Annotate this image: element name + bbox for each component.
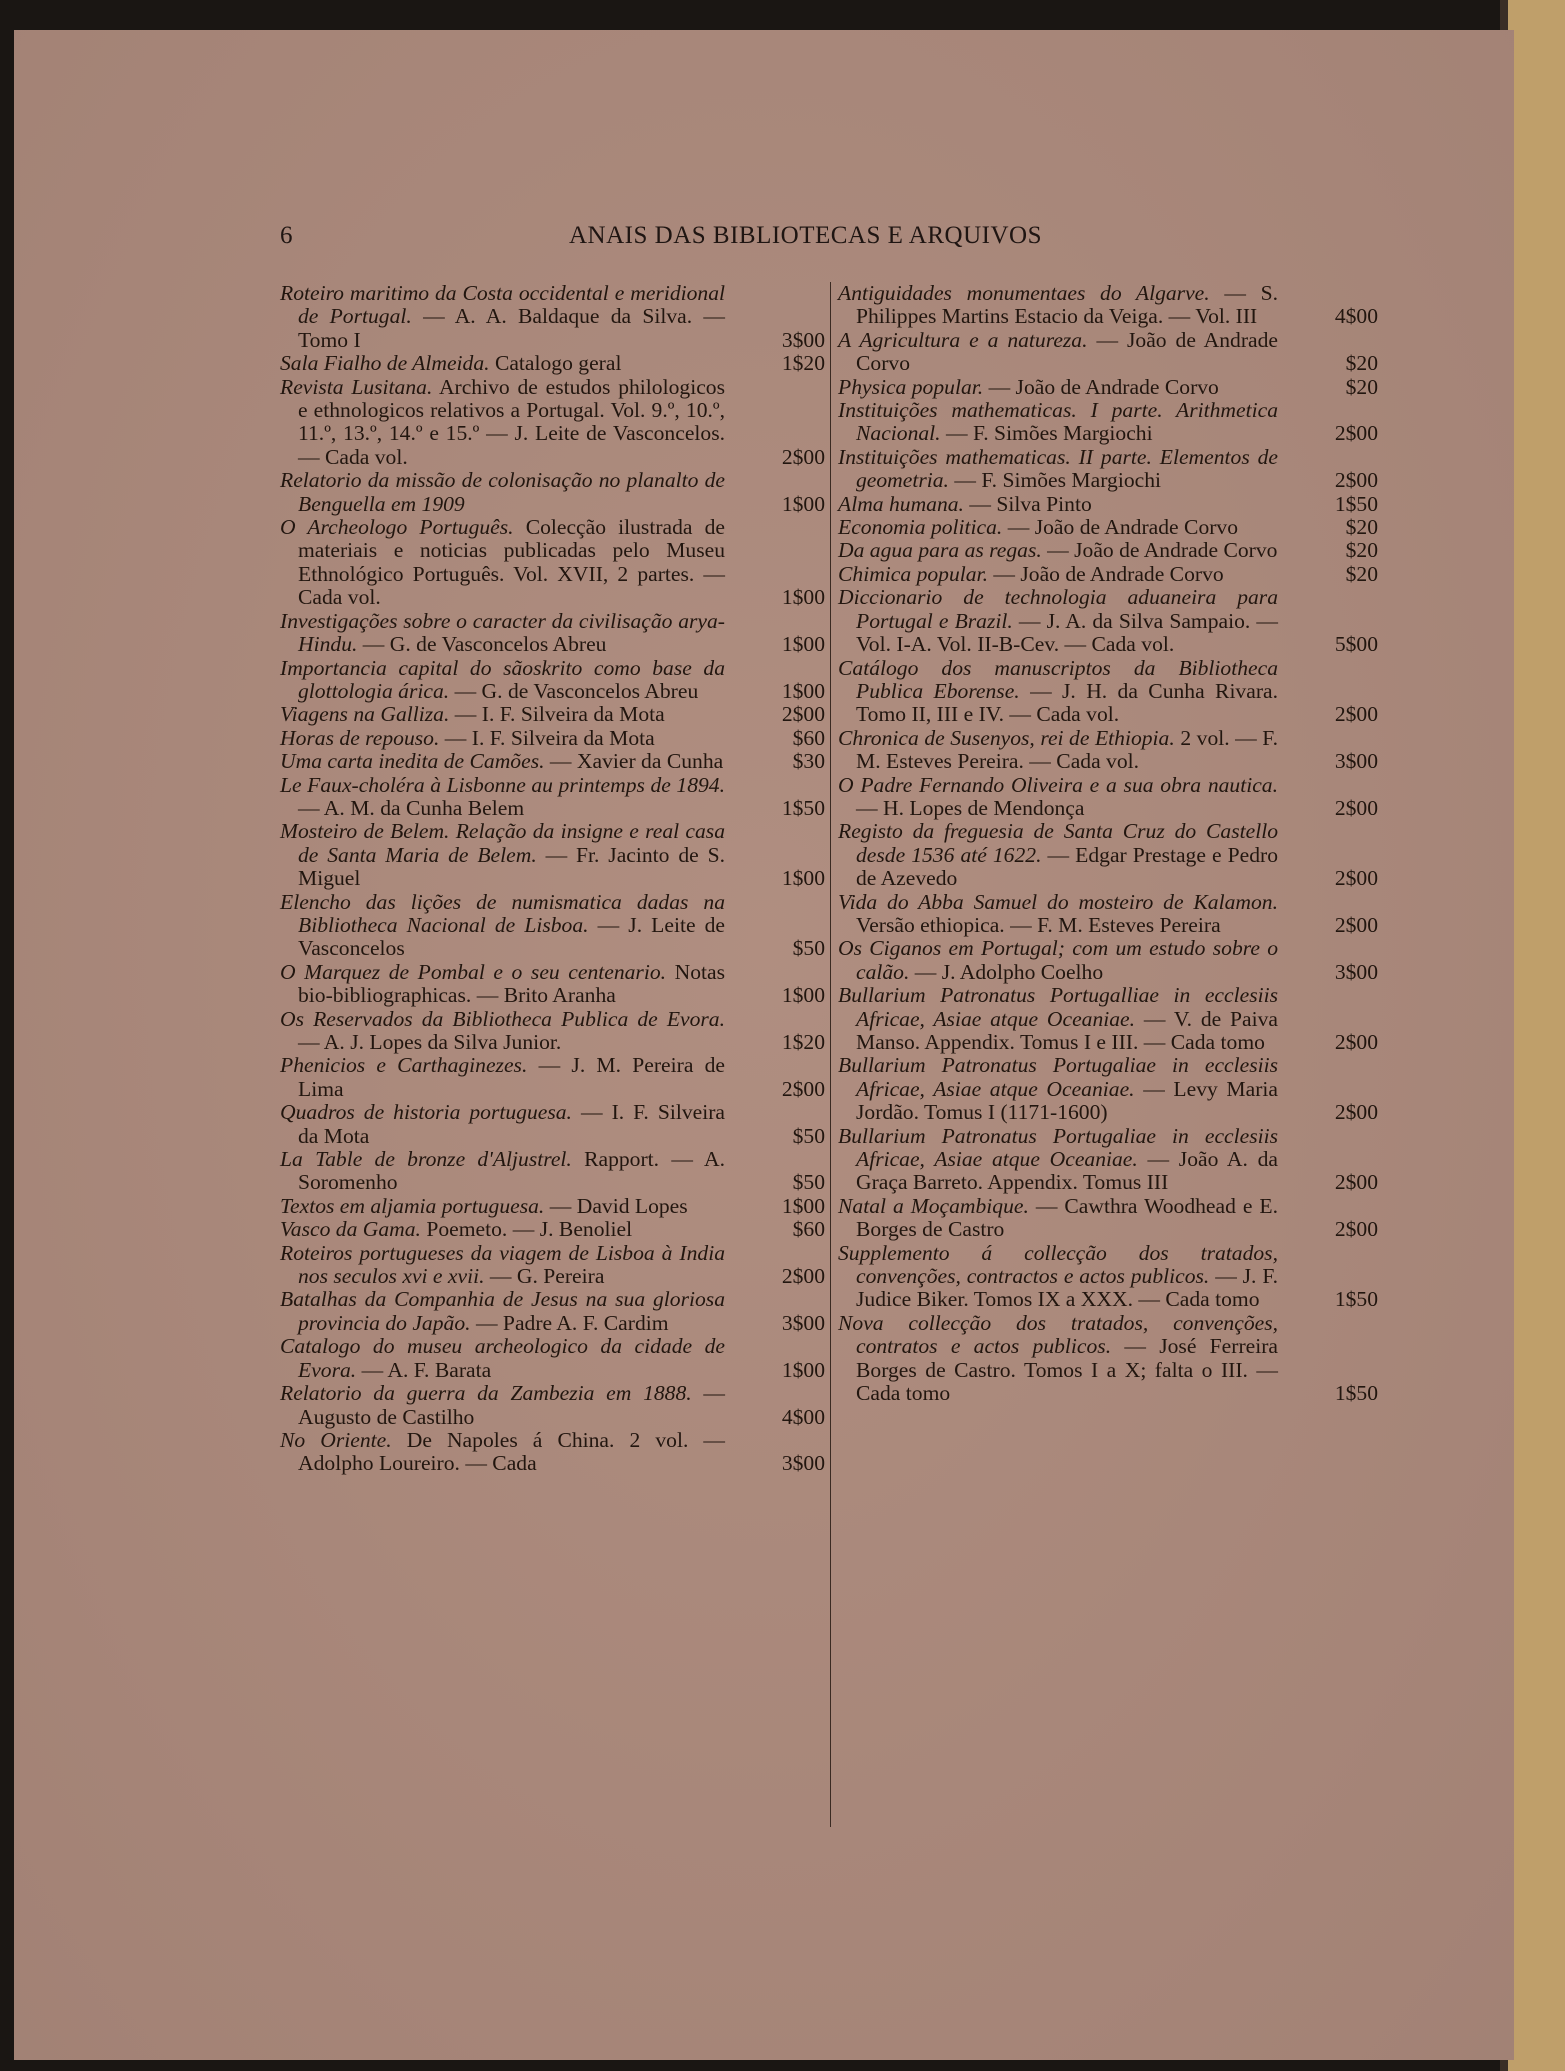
catalog-entry <box>838 282 1378 329</box>
entry-details: — Silva Pinto <box>969 491 1092 516</box>
catalog-entry <box>838 657 1378 727</box>
entry-price: 2$00 <box>1334 1170 1378 1195</box>
entry-details: — F. Simões Margiochi <box>945 421 1153 446</box>
entry-details: — João de Andrade Corvo <box>856 327 1279 376</box>
entry-title: Nova collecção dos tratados, convenções, contratos e actos publicos. <box>838 1310 1278 1359</box>
entry-text <box>838 516 1278 539</box>
entry-text <box>838 329 1278 376</box>
entry-price: 2$00 <box>1334 866 1378 891</box>
entry-title: Quadros de historia portuguesa. <box>280 1100 572 1125</box>
entry-text <box>838 1195 1278 1242</box>
right-column <box>838 282 1378 1406</box>
entry-price: 1$00 <box>781 585 825 610</box>
entry-text <box>838 891 1278 938</box>
catalog-entry <box>838 1312 1378 1406</box>
entry-text <box>280 961 725 1008</box>
entry-title: Catálogo dos manuscriptos da Bibliotheca Publica Eborense. <box>838 655 1278 703</box>
catalog-entry <box>280 961 825 1008</box>
entry-details: — A. F. Barata <box>361 1357 492 1382</box>
entry-price: $20 <box>1345 538 1378 563</box>
entry-title: Phenicios e Carthaginezes. <box>280 1053 528 1078</box>
entry-price: $50 <box>792 936 825 961</box>
entry-details: — Augusto de Castilho <box>298 1381 725 1429</box>
entry-details: Archivo de estudos philologicos e ethnologicos relativos a Portugal. Vol. 9.º, 10.º, 11.º, 13.º, 14.º e 15.º — J. Leite de Vasconcelos. — Cada vol. <box>298 374 725 469</box>
entry-price: 3$00 <box>1334 749 1378 774</box>
entry-title: Le Faux-choléra à Lisbonne au printemps de 1894. <box>280 772 725 797</box>
entry-details: 2 vol. — F. M. Esteves Pereira. — Cada vol. <box>856 725 1278 774</box>
entry-price: 2$00 <box>781 444 825 469</box>
catalog-entry <box>838 984 1378 1054</box>
entry-price: 2$00 <box>1334 702 1378 727</box>
entry-title: Chimica popular. <box>838 561 988 586</box>
catalog-entry <box>838 820 1378 890</box>
entry-title: Natal a Moçambique. <box>838 1193 1029 1218</box>
entry-title: O Marquez de Pombal e o seu centenario. <box>280 959 667 984</box>
catalog-entry <box>280 1335 825 1382</box>
catalog-entry <box>280 376 825 470</box>
catalog-entry <box>838 539 1378 562</box>
entry-details: — João de Andrade Corvo <box>993 561 1224 586</box>
entry-text <box>838 493 1278 516</box>
entry-title: La Table de bronze d'Aljustrel. <box>280 1147 572 1172</box>
entry-details: — I. F. Silveira da Mota <box>454 702 665 727</box>
entry-details: — F. Simões Margiochi <box>954 468 1161 493</box>
entry-text <box>280 774 725 821</box>
column-divider <box>830 282 831 1827</box>
entry-details: — G. de Vasconcelos Abreu <box>454 678 699 703</box>
catalog-entry <box>280 820 825 890</box>
entry-title: No Oriente. <box>280 1427 392 1452</box>
entry-text <box>280 352 725 375</box>
entry-text <box>838 563 1278 586</box>
catalog-entry <box>838 376 1378 399</box>
entry-text <box>280 1101 725 1148</box>
next-page-edge <box>1508 0 1565 2071</box>
entry-price: $50 <box>792 1123 825 1148</box>
entry-title: Sala Fialho de Almeida. <box>280 351 490 376</box>
entry-title: Vasco da Gama. <box>280 1217 421 1242</box>
entry-title: O Padre Fernando Oliveira e a sua obra nautica. <box>838 772 1278 797</box>
entry-text <box>838 937 1278 984</box>
entry-text <box>280 469 725 516</box>
entry-title: Da agua para as regas. <box>838 538 1042 563</box>
entry-title: Vida do Abba Samuel do mosteiro de Kalamon. <box>838 889 1278 914</box>
entry-title: Relatorio da guerra da Zambezia em 1888. <box>280 1381 692 1406</box>
entry-details: — I. F. Silveira da Mota <box>444 725 655 750</box>
entry-price: 2$00 <box>781 1076 825 1101</box>
entry-details: — João de Andrade Corvo <box>1047 538 1278 563</box>
entry-text <box>838 984 1278 1054</box>
entry-title: Roteiro maritimo da Costa occidental e meridional de Portugal. <box>280 281 725 329</box>
entry-text <box>838 727 1278 774</box>
entry-price: 1$50 <box>1334 1381 1378 1406</box>
entry-title: Bullarium Patronatus Portugaliae in ecclesiis Africae, Asiae atque Oceaniae. <box>838 1123 1278 1172</box>
running-head: ANAIS DAS BIBLIOTECAS E ARQUIVOS <box>569 222 1042 249</box>
entry-price: 2$00 <box>1334 1217 1378 1242</box>
entry-price: 1$00 <box>781 678 825 703</box>
entry-details: Colecção ilustrada de materiais e noticias publicadas pelo Museu Ethnológico Português. Vol. XVII, 2 partes. — Cada vol. <box>298 515 725 610</box>
entry-title: Diccionario de technologia aduaneira para Portugal e Brazil. <box>838 585 1278 633</box>
catalog-entry <box>280 1195 825 1218</box>
entry-price: 2$00 <box>1334 795 1378 820</box>
entry-details: — G. de Vasconcelos Abreu <box>362 632 607 657</box>
entry-text <box>280 1288 725 1335</box>
entry-price: 2$00 <box>781 1264 825 1289</box>
entry-details: — Xavier da Cunha <box>549 749 724 774</box>
entry-text <box>280 657 725 704</box>
catalog-entry <box>280 352 825 375</box>
catalog-entry <box>280 703 825 726</box>
page-header <box>14 222 1514 258</box>
entry-text <box>280 1242 725 1289</box>
entry-details: — J. H. da Cunha Rivara. Tomo II, III e IV. — Cada vol. <box>856 678 1278 727</box>
entry-details: Catalogo geral <box>494 351 622 376</box>
catalog-entry <box>280 1242 825 1289</box>
entry-price: 3$00 <box>781 1451 825 1476</box>
catalog-entry <box>280 1382 825 1429</box>
entry-text <box>280 750 725 773</box>
entry-text <box>280 703 725 726</box>
catalog-entry <box>838 493 1378 516</box>
catalog-entry <box>280 1218 825 1241</box>
entry-details: — G. Pereira <box>489 1264 605 1289</box>
catalog-entry <box>838 937 1378 984</box>
entry-details: Poemeto. — J. Benoliel <box>426 1217 633 1242</box>
entry-details: — J. A. da Silva Sampaio. — Vol. I-A. Vol. II-B-Cev. — Cada vol. <box>856 608 1279 657</box>
entry-price: 3$00 <box>781 327 825 352</box>
entry-details: Rapport. — A. Soromenho <box>298 1147 725 1195</box>
entry-title: Importancia capital do sãoskrito como base da glottologia árica. <box>280 655 725 703</box>
entry-title: Mosteiro de Belem. Relação da insigne e real casa de Santa Maria de Belem. <box>280 819 725 867</box>
entry-title: Antiguidades monumentaes do Algarve. <box>838 281 1210 305</box>
entry-text <box>838 1054 1278 1124</box>
entry-text <box>838 282 1278 329</box>
entry-text <box>838 586 1278 656</box>
entry-title: Revista Lusitana. <box>280 374 433 399</box>
entry-title: Instituições mathematicas. II parte. Elementos de geometria. <box>838 444 1278 493</box>
entry-text <box>838 539 1278 562</box>
entry-details: — Levy Maria Jordão. Tomus I (1171-1600) <box>856 1076 1278 1125</box>
entry-price: 1$50 <box>1334 491 1378 516</box>
entry-title: Relatorio da missão de colonisação no planalto de Benguella em 1909 <box>280 468 725 516</box>
catalog-entry <box>280 610 825 657</box>
catalog-entry <box>838 563 1378 586</box>
entry-text <box>280 1382 725 1429</box>
entry-price: 5$00 <box>1334 632 1378 657</box>
entry-details: — A. A. Baldaque da Silva. — Tomo I <box>298 304 725 352</box>
entry-price: 4$00 <box>781 1404 825 1429</box>
entry-details: — A. M. da Cunha Belem <box>298 795 525 820</box>
entry-price: $30 <box>792 749 825 774</box>
entry-title: Instituições mathematicas. I parte. Arithmetica Nacional. <box>838 398 1278 446</box>
entry-details: Notas bio-bibliographicas. — Brito Aranha <box>298 959 725 1008</box>
entry-text <box>280 1335 725 1382</box>
entry-details: — J. F. Judice Biker. Tomos IX a XXX. — Cada tomo <box>856 1264 1279 1312</box>
entry-price: 1$00 <box>781 632 825 657</box>
catalog-entry <box>838 516 1378 539</box>
catalog-entry <box>280 282 825 352</box>
entry-text <box>280 1195 725 1218</box>
entry-details: — J. M. Pereira de Lima <box>298 1053 726 1101</box>
entry-price: 1$00 <box>781 983 825 1008</box>
entry-details: — João de Andrade Corvo <box>1007 515 1239 540</box>
entry-title: Batalhas da Companhia de Jesus na sua gloriosa provincia do Japão. <box>280 1287 725 1335</box>
entry-text <box>280 1429 725 1476</box>
catalog-entry <box>280 727 825 750</box>
entry-text <box>280 516 725 610</box>
entry-details: — A. J. Lopes da Silva Junior. <box>298 1030 562 1054</box>
entry-price: 1$20 <box>781 1030 825 1054</box>
entry-price: 4$00 <box>1334 304 1378 329</box>
catalog-entry <box>838 1054 1378 1124</box>
entry-price: $20 <box>1345 351 1378 376</box>
catalog-entry <box>280 469 825 516</box>
entry-details: — J. Adolpho Coelho <box>914 959 1104 984</box>
entry-price: 1$00 <box>781 1193 825 1218</box>
entry-title: O Archeologo Português. <box>280 515 514 540</box>
catalog-entry <box>838 329 1378 376</box>
entry-title: Roteiros portugueses da viagem de Lisboa à India nos seculos xvi e xvii. <box>280 1240 725 1289</box>
catalog-entry <box>838 586 1378 656</box>
entry-price: $60 <box>792 725 825 750</box>
entry-title: Catalogo do museu archeologico da cidade de Evora. <box>280 1334 725 1382</box>
catalog-entry <box>280 750 825 773</box>
entry-price: 2$00 <box>1334 1100 1378 1125</box>
entry-text <box>838 376 1278 399</box>
catalog-entry <box>280 1288 825 1335</box>
entry-title: Alma humana. <box>838 491 964 516</box>
entry-title: Os Reservados da Bibliotheca Publica de Evora. <box>280 1006 725 1031</box>
entry-price: 1$00 <box>781 491 825 516</box>
entry-title: Textos em aljamia portuguesa. <box>280 1193 545 1218</box>
entry-title: Bullarium Patronatus Portugaliae in ecclesiis Africae, Asiae atque Oceaniae. <box>838 1053 1278 1101</box>
entry-text <box>280 1148 725 1195</box>
entry-text <box>280 1054 725 1101</box>
entry-text <box>280 282 725 352</box>
entry-text <box>280 376 725 470</box>
entry-text <box>838 1312 1278 1406</box>
entry-title: Viagens na Galliza. <box>280 702 450 727</box>
catalog-entry <box>838 891 1378 938</box>
left-column <box>280 282 825 1476</box>
catalog-entry <box>838 774 1378 821</box>
entry-details: Versão ethiopica. — F. M. Esteves Pereira <box>856 912 1221 937</box>
entry-text <box>838 399 1278 446</box>
entry-price: 1$00 <box>781 1357 825 1382</box>
catalog-entry <box>280 891 825 961</box>
entry-title: Chronica de Susenyos, rei de Ethiopia. <box>838 725 1175 750</box>
entry-title: Bullarium Patronatus Portugalliae in ecclesiis Africae, Asiae atque Oceaniae. <box>838 983 1278 1031</box>
entry-details: — V. de Paiva Manso. Appendix. Tomus I e III. — Cada tomo <box>856 1006 1278 1054</box>
entry-text <box>280 727 725 750</box>
entry-details: — Edgar Prestage e Pedro de Azevedo <box>856 842 1278 891</box>
entry-price: 2$00 <box>1334 1030 1378 1054</box>
page-number: 6 <box>280 222 293 249</box>
catalog-entry <box>838 1195 1378 1242</box>
entry-price: $20 <box>1345 374 1378 399</box>
entry-details: — José Ferreira Borges de Castro. Tomos I a X; falta o III. — Cada tomo <box>856 1334 1278 1406</box>
entry-details: — I. F. Silveira da Mota <box>298 1100 725 1148</box>
entry-text <box>838 446 1278 493</box>
catalog-entry <box>280 1148 825 1195</box>
entry-title: Economia politica. <box>838 515 1003 540</box>
entry-price: 2$00 <box>781 702 825 727</box>
entry-title: Horas de repouso. <box>280 725 440 750</box>
catalog-entry <box>838 446 1378 493</box>
entry-title: Investigações sobre o caracter da civilisação arya-Hindu. <box>280 608 725 657</box>
entry-price: $20 <box>1345 515 1378 540</box>
entry-details: De Napoles á China. 2 vol. — Adolpho Loureiro. — Cada <box>298 1427 726 1476</box>
entry-text <box>838 1242 1278 1312</box>
entry-text <box>838 820 1278 890</box>
entry-title: Uma carta inedita de Camões. <box>280 749 545 774</box>
entry-text <box>280 610 725 657</box>
entry-price: $60 <box>792 1217 825 1242</box>
entry-title: Os Ciganos em Portugal; com um estudo sobre o calão. <box>838 936 1278 984</box>
entry-text <box>838 1125 1278 1195</box>
entry-details: — J. Leite de Vasconcelos <box>298 912 725 961</box>
entry-text <box>838 657 1278 727</box>
entry-text <box>280 820 725 890</box>
entry-price: 1$50 <box>1334 1287 1378 1312</box>
entry-price: $20 <box>1345 561 1378 586</box>
entry-title: Supplemento á collecção dos tratados, convenções, contractos e actos publicos. <box>838 1240 1278 1289</box>
entry-price: 1$50 <box>781 795 825 820</box>
entry-details: — Padre A. F. Cardim <box>475 1310 669 1335</box>
entry-price: $50 <box>792 1170 825 1195</box>
catalog-entry <box>280 516 825 610</box>
entry-details: — João de Andrade Corvo <box>988 374 1219 399</box>
entry-details: — Fr. Jacinto de S. Miguel <box>298 842 725 891</box>
catalog-entry <box>838 399 1378 446</box>
entry-details: — S. Philippes Martins Estacio da Veiga. — Vol. III <box>856 281 1278 329</box>
catalog-entry <box>280 1008 825 1055</box>
catalog-entry <box>280 1101 825 1148</box>
entry-title: Physica popular. <box>838 374 984 399</box>
catalog-entry <box>838 727 1378 774</box>
entry-details: — João A. da Graça Barreto. Appendix. Tomus III <box>856 1147 1278 1195</box>
entry-text <box>838 774 1278 821</box>
entry-text <box>280 1218 725 1241</box>
entry-price: 1$20 <box>781 351 825 376</box>
entry-price: 2$00 <box>1334 468 1378 493</box>
catalog-entry <box>838 1125 1378 1195</box>
book-page <box>14 30 1514 2060</box>
entry-details: — David Lopes <box>549 1193 688 1218</box>
entry-text <box>280 891 725 961</box>
catalog-entry <box>280 657 825 704</box>
entry-title: Elencho das lições de numismatica dadas na Bibliotheca Nacional de Lisboa. <box>280 889 725 937</box>
entry-text <box>280 1008 725 1055</box>
entry-price: 3$00 <box>1334 959 1378 984</box>
catalog-entry <box>280 1054 825 1101</box>
catalog-entry <box>280 1429 825 1476</box>
entry-price: 3$00 <box>781 1310 825 1335</box>
catalog-entry <box>838 1242 1378 1312</box>
entry-price: 2$00 <box>1334 912 1378 937</box>
entry-details: — H. Lopes de Mendonça <box>856 795 1085 820</box>
entry-title: Registo da freguesia de Santa Cruz do Castello desde 1536 até 1622. <box>838 819 1278 867</box>
entry-price: 2$00 <box>1334 421 1378 446</box>
entry-details: — Cawthra Woodhead e E. Borges de Castro <box>856 1193 1278 1242</box>
entry-title: A Agricultura e a natureza. <box>838 327 1088 352</box>
entry-price: 1$00 <box>781 866 825 891</box>
catalog-entry <box>280 774 825 821</box>
